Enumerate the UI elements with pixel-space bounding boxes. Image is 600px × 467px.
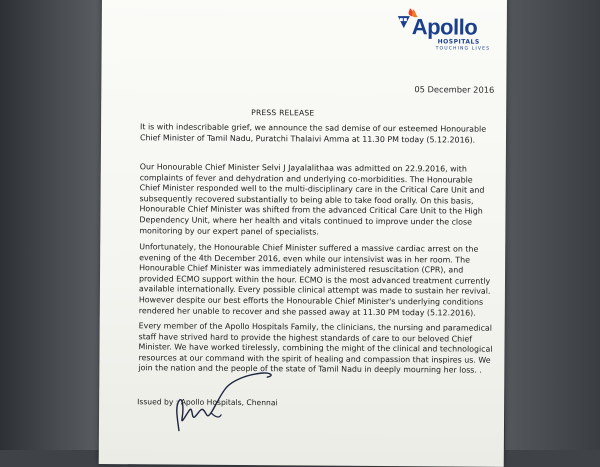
press-release-sheet bbox=[99, 0, 507, 467]
text-line: resources at our command with the spirit of healing and compassion that inspires us. We bbox=[138, 353, 491, 365]
text-line: available internationally. Every possible clinical attempt was made to sustain her revival. bbox=[138, 284, 491, 297]
brand-tagline: TOUCHING LIVES bbox=[435, 46, 491, 52]
text-line: Chief Minister responded well to the multi-disciplinary care in the Critical Care Unit and bbox=[139, 183, 485, 195]
paragraph-cardiac-arrest bbox=[138, 242, 491, 318]
text-line: However despite our best efforts the Honourable Chief Minister's underlying conditions bbox=[138, 295, 484, 307]
text-line: Honourable Chief Minister was shifted from the advanced Critical Care Unit to the High bbox=[139, 204, 483, 217]
text-line: join the nation and the people of the state of Tamil Nadu in deeply mourning her loss. . bbox=[138, 363, 482, 376]
text-line: Minister. We have worked tirelessly, combining the might of the clinical and technological bbox=[138, 342, 493, 354]
paragraph-admission bbox=[139, 162, 485, 238]
text-line: Our Honourable Chief Minister Selvi J Jayalalithaa was admitted on 22.9.2016, with bbox=[139, 162, 467, 174]
text-line: monitoring by our expert panel of specialists. bbox=[139, 225, 319, 237]
brand-subtitle: HOSPITALS bbox=[437, 38, 480, 46]
text-line: provided ECMO support within the hour. ECMO is the most advanced treatment currently bbox=[138, 274, 491, 286]
text-line: It is with indescribable grief, we announce the sad demise of our esteemed Honourable bbox=[140, 122, 487, 134]
text-line: evening of the 4th December 2016, even while our intensivist was in her room. The bbox=[139, 252, 471, 265]
text-line: Unfortunately, the Honourable Chief Minister suffered a massive cardiac arrest on the bbox=[139, 242, 479, 254]
paragraph-announcement bbox=[139, 122, 487, 145]
text-line: staff have strived hard to provide the highest standards of care to our beloved Chief bbox=[138, 331, 473, 344]
release-date: 05 December 2016 bbox=[414, 84, 495, 95]
desk-background-left bbox=[0, 0, 102, 450]
apollo-logo bbox=[392, 2, 502, 53]
text-line: Chief Minister of Tamil Nadu, Puratchi Thalaivi Amma at 11.30 PM today (5.12.2016). bbox=[139, 132, 476, 145]
desk-background-right bbox=[505, 0, 600, 450]
text-line: complaints of fever and dehydration and underlying co-morbidities. The Honourable bbox=[139, 172, 473, 185]
text-line: rendered her unable to recover and she passed away at 11.30 PM today (5.12.2016). bbox=[138, 305, 476, 318]
document-heading: PRESS RELEASE bbox=[251, 108, 315, 118]
text-line: Every member of the Apollo Hospitals Family, the clinicians, the nursing and paramedical bbox=[138, 321, 493, 333]
issued-by: Issued by : Apollo Hospitals, Chennai bbox=[137, 397, 278, 408]
brand-name: Apollo bbox=[411, 14, 478, 40]
text-line: Honourable Chief Minister was immediately administered resuscitation (CPR), and bbox=[139, 263, 464, 275]
text-line: Dependency Unit, where her health and vitals continued to improve under the close bbox=[139, 215, 472, 227]
text-line: subsequently recovered substantially to being able to take food orally. On this basis, bbox=[139, 194, 474, 206]
